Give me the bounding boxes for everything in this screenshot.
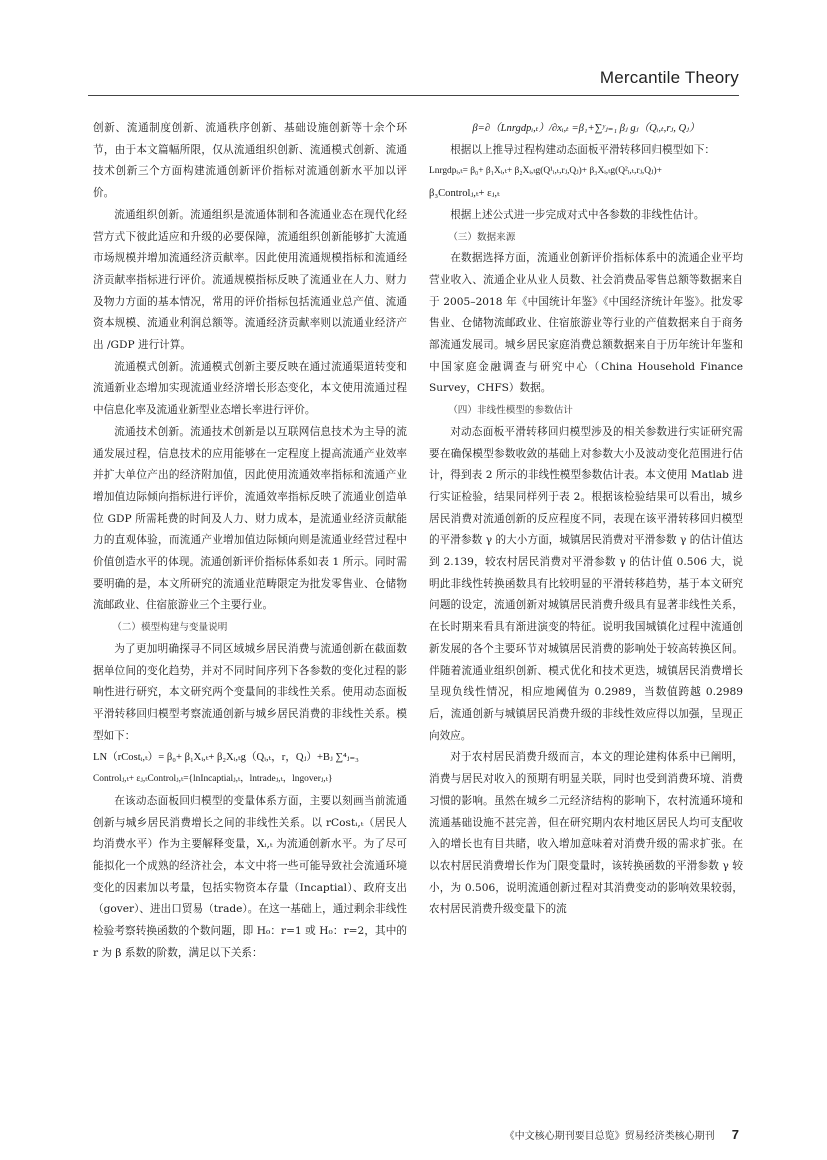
- paragraph: 根据上述公式进一步完成对式中各参数的非线性估计。: [450, 208, 705, 221]
- paragraph: 在数据选择方面，流通业创新评价指标体系中的流通企业平均营业收入、流通企业从业人员数、社会消费品零售总额等数据来自于 2005–2018 年《中国统计年鉴》《中国经济统计年鉴》。批发零售业、仓储物流邮政业、住宿旅游业等行业的产值数据来自于商务部流通发展司。城乡居民家庭消费总额数据来自于历年统计年鉴和中国家庭金融调查与研究中心（China Household Finance Survey，CHFS）数据。: [429, 252, 743, 395]
- section-heading: （二）模型构建与变量说明: [112, 622, 228, 634]
- formula-line: β=∂（Lnrgdpᵢ,ₜ）/∂xᵢ,ₜ =β₁+∑ʸⱼ₌₁ βⱼ gⱼ（Qᵢ,ₜ,rⱼ, Qⱼ）: [472, 123, 700, 134]
- footer-journal-note: 《中文核心期刊要目总览》贸易经济类核心期刊: [504, 1131, 715, 1142]
- paragraph: 流通技术创新。流通技术创新是以互联网信息技术为主导的流通发展过程，信息技术的应用能够在一定程度上提高流通产业效率并扩大单位产出的经济附加值，因此使用流通效率指标和流通产业增加值边际倾向指标进行评价，流通效率指标反映了流通业创造单位 GDP 所需耗费的时间及人力、财力成本，是流通业经济贡献能力的直观体验，而流通产业增加值边际倾向则是流通业经营过程中价值创造水平的体现。流通创新评价指标体系如表 1 所示。同时需要明确的是，本文所研究的流通业范畴限定为批发零售业、仓储物流邮政业、住宿旅游业三个主要行业。: [93, 425, 407, 612]
- paragraph: 对于农村居民消费升级而言，本文的理论建构体系中已阐明，消费与居民对收入的预期有明显关联，同时也受到消费环境、消费习惯的影响。虽然在城乡二元经济结构的影响下，农村流通环境和流通基础设施不甚完善，但在研究期内农村地区居民人均可支配收入的增长也有目共睹，收入增加意味着对消费升级的需求扩张。在以农村居民消费增长作为门限变量时，该转换函数的平滑参数 γ 较小，为 0.506，说明流通创新过程对其消费变动的影响效果较弱，农村居民消费升级变量下的流: [429, 751, 743, 916]
- page-number: 7: [731, 1127, 739, 1142]
- right-column: [429, 118, 743, 921]
- formula-line: β₃Controlⱼ,ₜ+ εⱼ,ₜ: [429, 188, 500, 200]
- paragraph: 对动态面板平滑转移回归模型涉及的相关参数进行实证研究需要在确保模型参数收敛的基础上对参数大小及波动变化范围进行估计，得到表 2 所示的非线性模型参数估计表。本文使用 Matlab 进行实证检验，结果同样列于表 2。根据该检验结果可以看出，城乡居民消费对流通创新的反应程度不同，表现在该平滑转移回归模型的平滑参数 γ 的大小方面，城镇居民消费对平滑参数 γ 的估计值达到 2.139，较农村居民消费对平滑参数 γ 的估计值 0.506 大，说明此非线性转换函数具有比较明显的平滑转移趋势，基于本文研究问题的设定，流通创新对城镇居民消费升级具有显著非线性关系，在长时期来看具有渐进演变的特征。说明我国城镇化过程中流通创新发展的各个主要环节对城镇居民消费的影响处于较高转换区间。伴随着流通业组织创新、模式优化和技术更迭，城镇居民消费增长呈现负线性情况，相应地阈值为 0.2989，当数值跨越 0.2989 后，流通创新与城镇居民消费升级的非线性效应得以加强，呈现正向效应。: [429, 425, 743, 742]
- paragraph: 根据以上推导过程构建动态面板平滑转移回归模型如下：: [450, 143, 716, 156]
- section-heading: （三）数据来源: [448, 231, 516, 243]
- running-header-title: Mercantile Theory: [599, 68, 739, 87]
- formula-line: Controlⱼ,ₜ+ εⱼ,ₜControlⱼ,ₜ={lnIncaptialⱼ,ₜ，lntradeⱼ,ₜ，lngoverⱼ,ₜ}: [93, 774, 333, 785]
- section-heading: （四）非线性模型的参数估计: [448, 405, 573, 417]
- paragraph: 为了更加明确探寻不同区域城乡居民消费与流通创新在截面数据单位间的变化趋势，并对不同时间序列下各参数的变化过程的影响性进行研究，本文研究两个变量间的非线性关系。使用动态面板平滑转移回归模型考察流通创新与城乡居民消费的非线性关系。模型如下：: [93, 642, 407, 742]
- formula-line: LN（rCostᵢ,ₜ）= β₀+ β₁Xᵢ,ₜ+ β₂Xᵢ,ₜg（Qᵢ,ₜ，r，Qⱼ）+Bⱼ ∑⁴ⱼ₌₃: [93, 752, 359, 764]
- left-column: [93, 118, 407, 964]
- paragraph: 创新、流通制度创新、流通秩序创新、基础设施创新等十余个环节，由于本文篇幅所限，仅从流通组织创新、流通模式创新、流通技术创新三个方面构建流通创新评价指标对流通创新水平加以评价。: [93, 122, 407, 200]
- paragraph: 在该动态面板回归模型的变量体系方面，主要以刻画当前流通创新与城乡居民消费增长之间的非线性关系。以 rCostᵢ,ₜ（居民人均消费水平）作为主要解释变量，Xᵢ,ₜ 为流通创新水平。为了尽可能拟化一个成熟的经济社会，本文中将一些可能导致社会流通环境变化的因素加以考量，包括实物资本存量（Incaptial）、政府支出（gover）、进出口贸易（trade）。在这一基础上，通过剩余非线性检验考察转换函数的个数问题，即 H₀：r=1 或 H₀：r=2，其中的 r 为 β 系数的阶数，满足以下关系：: [93, 794, 407, 959]
- formula-line: Lnrgdpᵢ,ₜ= β₀+ β₁Xᵢ,ₜ+ β₂Xᵢ,ₜg(Q¹ᵢ,ₜ,rⱼ,Qⱼ)+ β₃Xᵢ,ₜg(Q²ᵢ,ₜ,rⱼ,Qⱼ)+: [429, 166, 662, 177]
- paragraph: 流通模式创新。流通模式创新主要反映在通过流通渠道转变和流通新业态增加实现流通业经济增长形态变化，本文使用流通过程中信息化率及流通业新型业态增长率进行评价。: [93, 360, 407, 417]
- page-footer: [505, 1127, 739, 1142]
- paragraph: 流通组织创新。流通组织是流通体制和各流通业态在现代化经营方式下彼此适应和升级的必要保障，流通组织创新能够扩大流通市场规模并增加流通经济贡献率。因此使用流通规模指标和流通经济贡献率指标进行评价。流通规模指标反映了流通业在人力、财力及物力方面的基本情况，常用的评价指标包括流通业总产值、流通资本规模、流通业利润总额等。流通经济贡献率则以流通业经济产出 /GDP 进行计算。: [93, 208, 407, 352]
- header-rule: [88, 95, 739, 96]
